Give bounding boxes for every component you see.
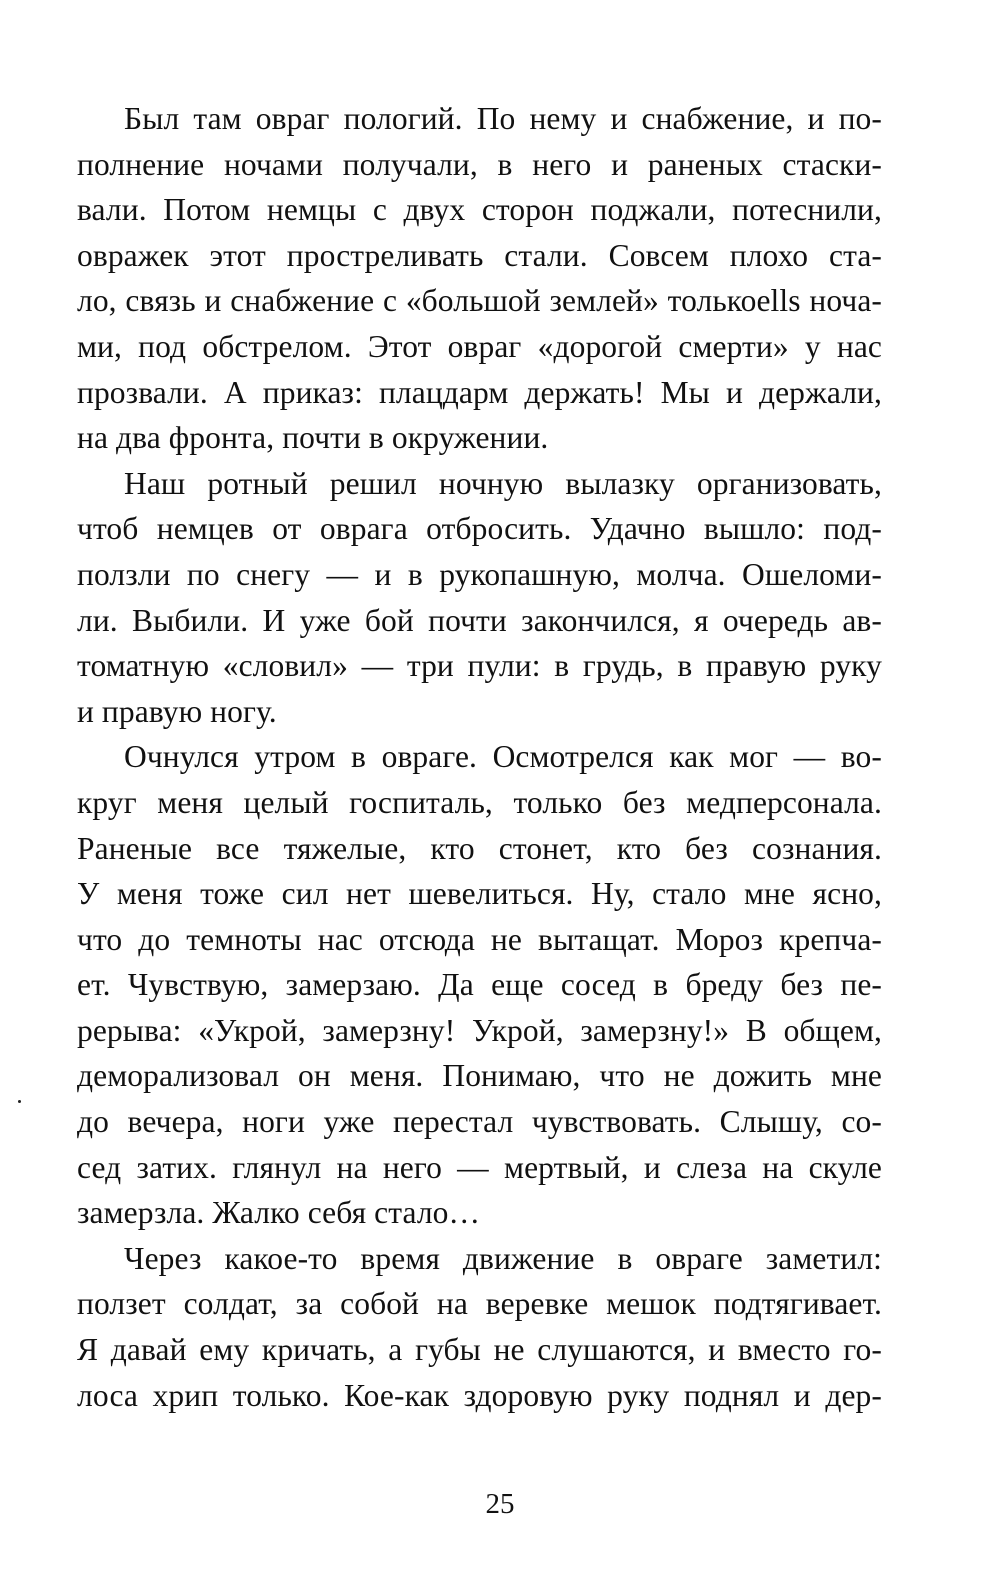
- text-line: круг меня целый госпиталь, только без медперсонала.: [77, 784, 882, 820]
- scan-speck: [18, 1100, 21, 1103]
- text-line: замерзла. Жалко себя стало…: [77, 1195, 481, 1231]
- text-line: ет. Чувствую, замерзаю. Да еще сосед в бреду без пе-: [77, 967, 882, 1003]
- text-line: У меня тоже сил нет шевелиться. Ну, стало мне ясно,: [77, 876, 882, 912]
- text-line: прозвали. А приказ: плацдарм держать! Мы и держали,: [77, 374, 882, 410]
- text-line: Раненые все тяжелые, кто стонет, кто без сознания.: [77, 830, 882, 866]
- text-line: ползли по снегу — и в рукопашную, молча. Ошеломи-: [77, 556, 882, 592]
- text-line: и правую ногу.: [77, 693, 277, 729]
- body-text: [77, 96, 882, 1418]
- text-line: Через какое-то время движение в овраге заметил:: [124, 1240, 882, 1276]
- page-number: 25: [485, 1488, 515, 1520]
- text-line: ми, под обстрелом. Этот овраг «дорогой смерти» у нас: [77, 328, 882, 364]
- text-line: вали. Потом немцы с двух сторон поджали, потеснили,: [77, 192, 882, 228]
- text-line: что до темноты нас отсюда не вытащат. Мороз крепча-: [77, 921, 882, 957]
- text-line: на два фронта, почти в окружении.: [77, 420, 549, 456]
- text-line: чтоб немцев от оврага отбросить. Удачно вышло: под-: [77, 511, 882, 547]
- text-line: Очнулся утром в овраге. Осмотрелся как мог — во-: [124, 739, 882, 775]
- text-line: ли. Выбили. И уже бой почти закончился, я очередь ав-: [77, 602, 882, 638]
- text-line: ло, связь и снабжение с «большой землей» толькоells ноча-: [77, 283, 882, 319]
- text-line: до вечера, ноги уже перестал чувствовать. Слышу, со-: [77, 1104, 882, 1140]
- text-line: полнение ночами получали, в него и раненых стаски-: [77, 146, 882, 182]
- text-line: Наш ротный решил ночную вылазку организовать,: [124, 465, 882, 501]
- text-line: сед затих. глянул на него — мертвый, и слеза на скуле: [77, 1149, 882, 1185]
- text-line: томатную «словил» — три пули: в грудь, в правую руку: [77, 648, 882, 684]
- text-line: рерыва: «Укрой, замерзну! Укрой, замерзну!» В общем,: [77, 1012, 882, 1048]
- text-line: лоса хрип только. Кое-как здоровую руку поднял и дер-: [77, 1377, 882, 1413]
- text-line: Я давай ему кричать, а губы не слушаются, и вместо го-: [77, 1332, 882, 1368]
- text-line: овражек этот простреливать стали. Совсем плохо ста-: [77, 237, 882, 273]
- text-line: Был там овраг пологий. По нему и снабжение, и по-: [124, 101, 882, 136]
- text-line: ползет солдат, за собой на веревке мешок подтягивает.: [77, 1286, 882, 1322]
- text-line: деморализовал он меня. Понимаю, что не дожить мне: [77, 1058, 882, 1094]
